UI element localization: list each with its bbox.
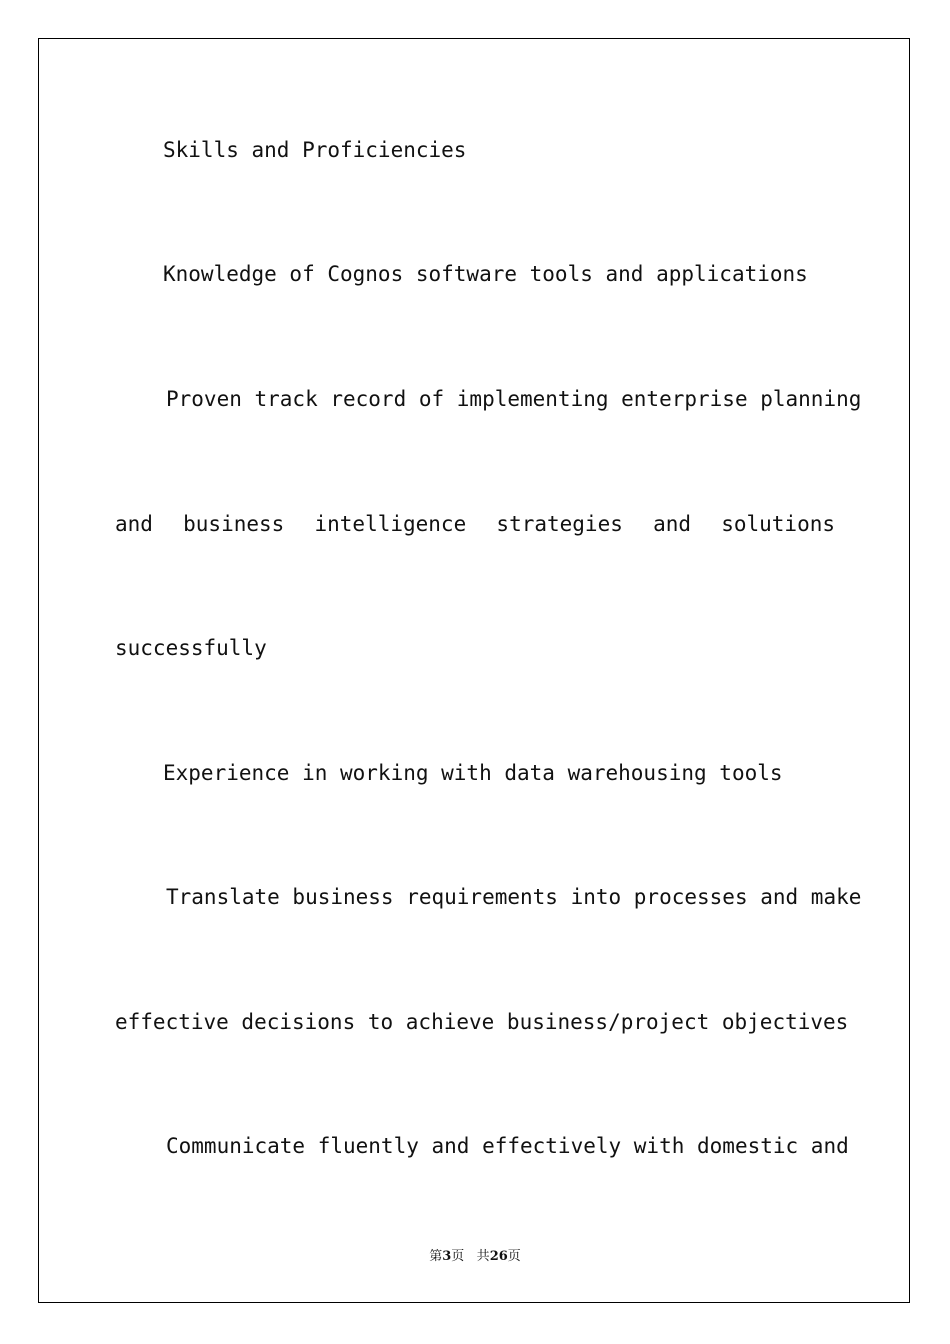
paragraph-line: Translate business requirements into processes and make bbox=[166, 885, 862, 909]
total-suffix: 页 bbox=[507, 1249, 521, 1264]
paragraph-line: Knowledge of Cognos software tools and applications bbox=[163, 262, 808, 286]
paragraph-line: Proven track record of implementing enterprise planning bbox=[166, 387, 862, 411]
total-pages: 26 bbox=[489, 1249, 508, 1264]
page-frame bbox=[38, 38, 910, 1303]
page-number: 3 bbox=[442, 1249, 452, 1264]
page-footer bbox=[0, 1248, 950, 1266]
section-heading: Skills and Proficiencies bbox=[163, 138, 467, 162]
paragraph-line: and business intelligence strategies and solutions bbox=[115, 512, 835, 536]
paragraph-line: effective decisions to achieve business/project objectives bbox=[115, 1010, 849, 1034]
paragraph-line: Communicate fluently and effectively with domestic and bbox=[166, 1134, 849, 1158]
total-prefix: 共 bbox=[476, 1249, 490, 1264]
paragraph-line: successfully bbox=[115, 636, 267, 660]
page-prefix: 第 bbox=[429, 1249, 443, 1264]
page-suffix: 页 bbox=[451, 1249, 465, 1264]
paragraph-line: Experience in working with data warehousing tools bbox=[163, 761, 783, 785]
